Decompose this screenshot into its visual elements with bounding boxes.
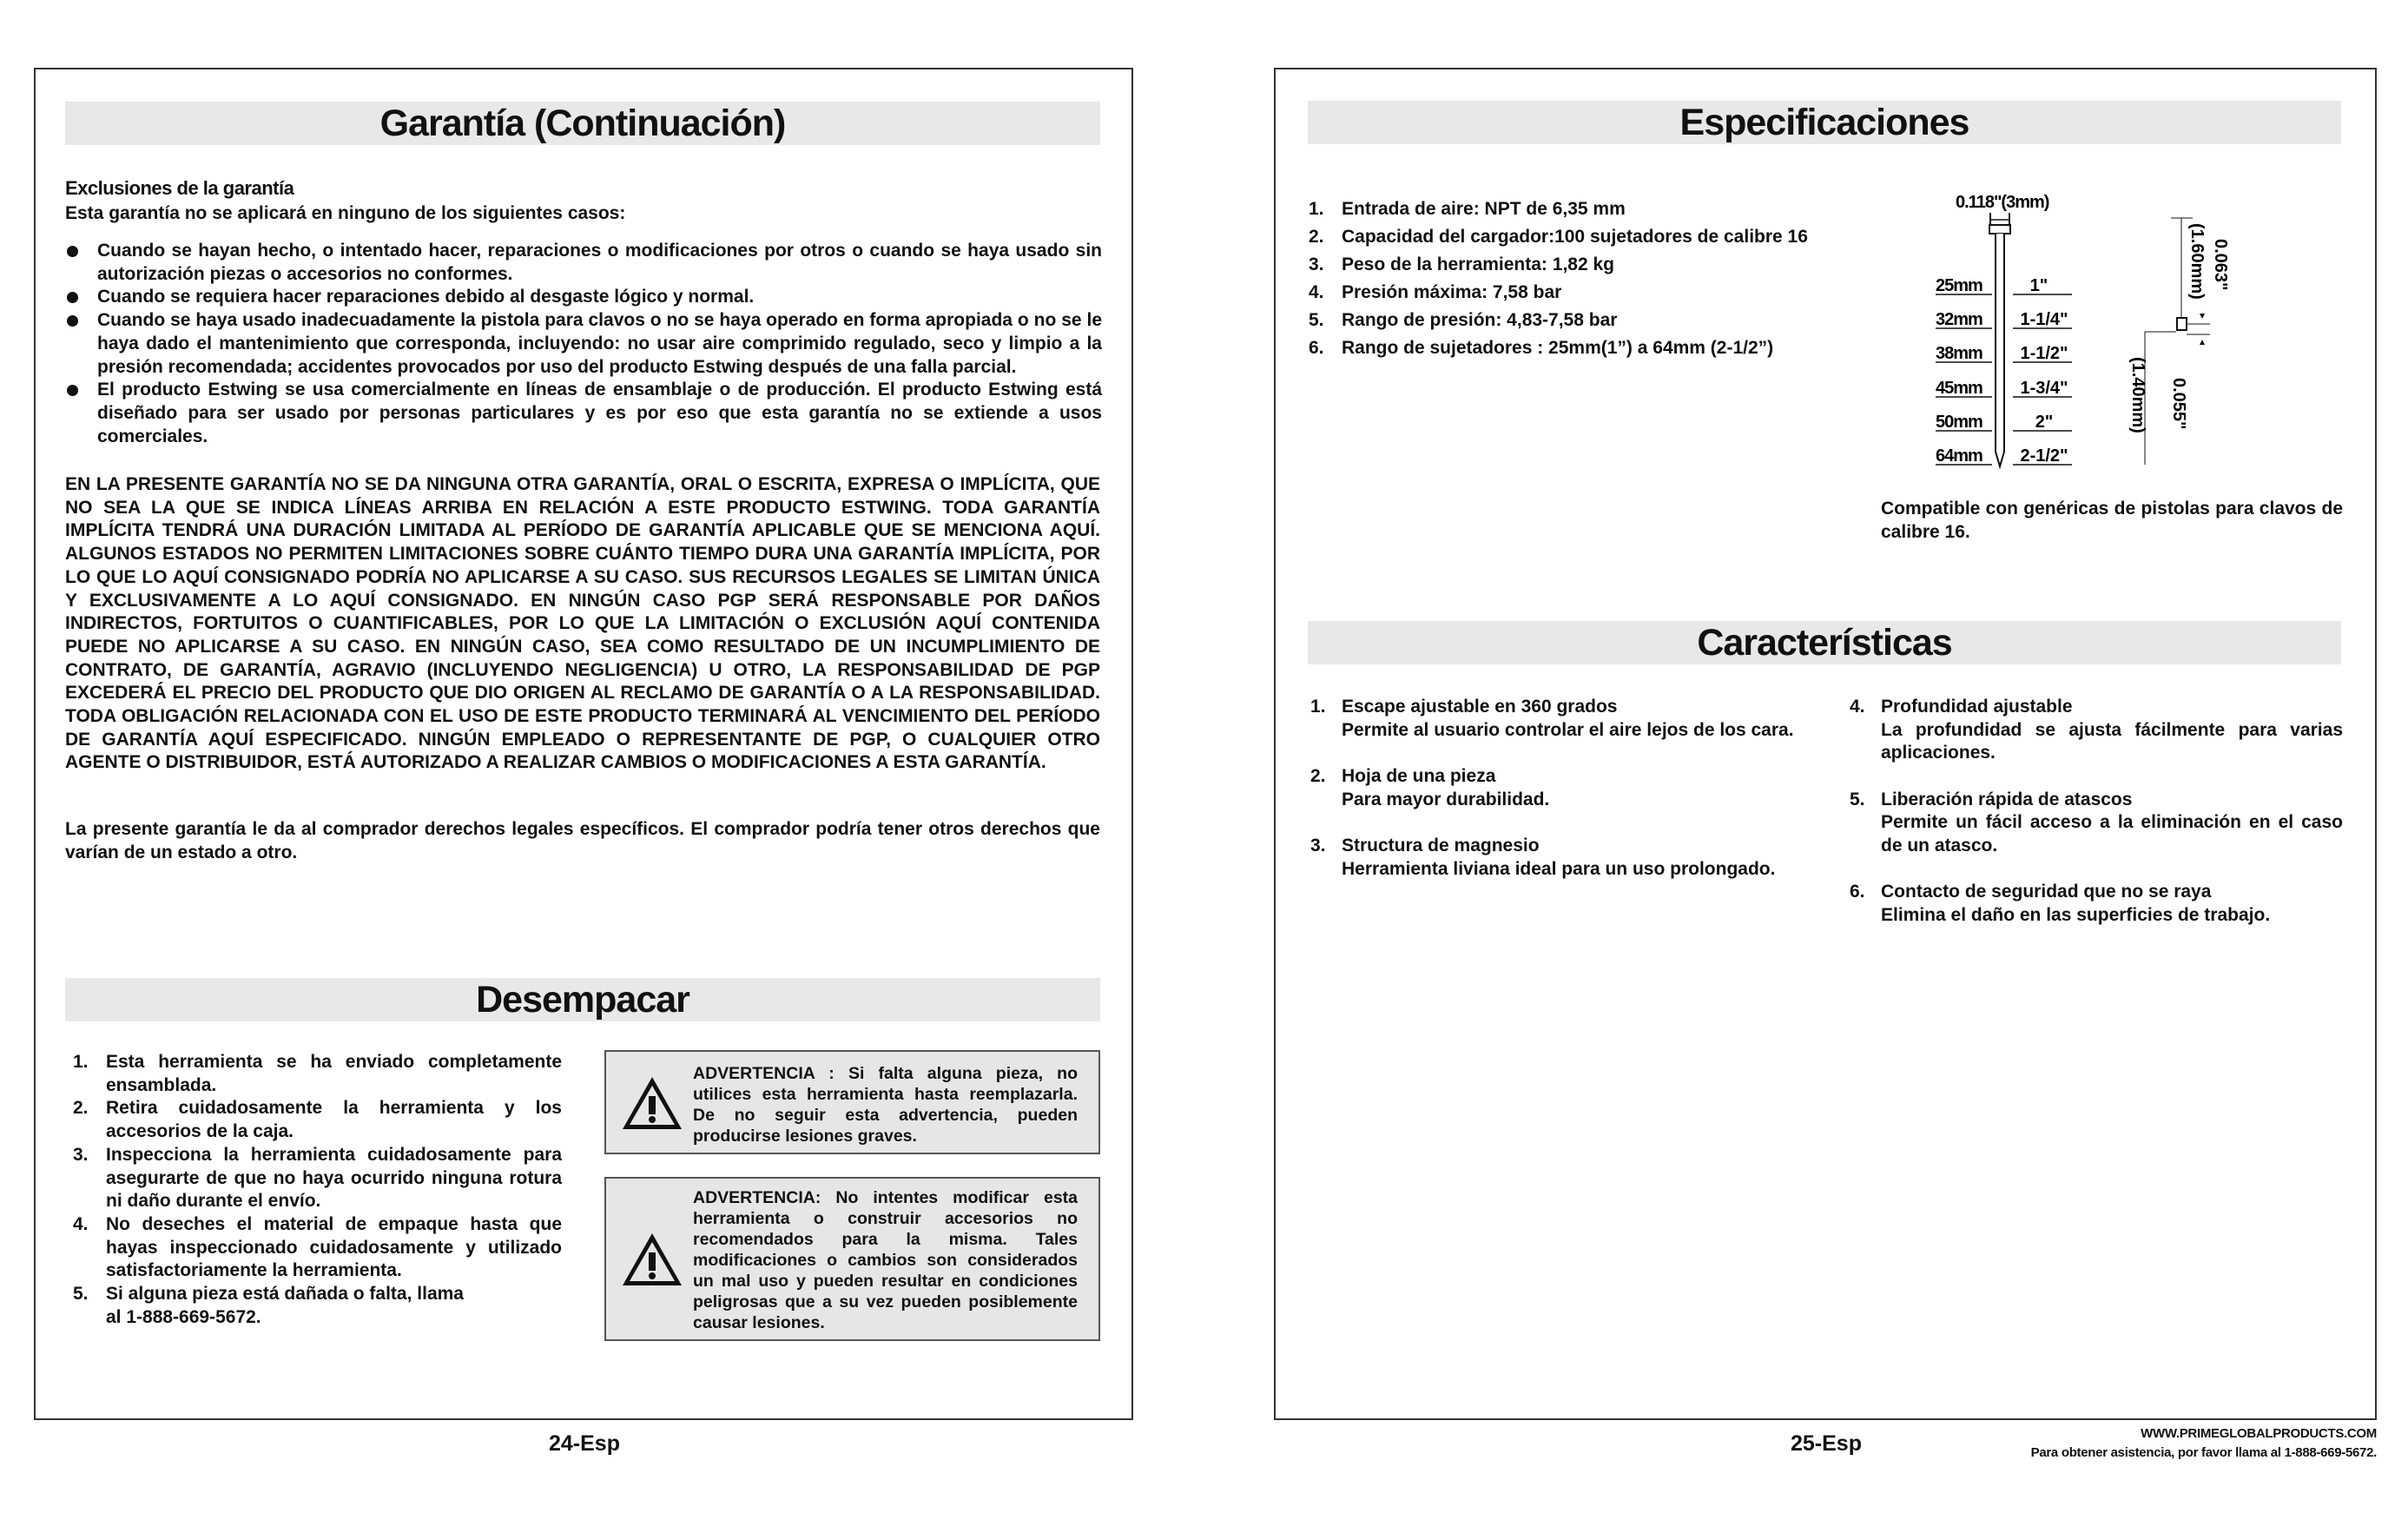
cross-depth-mm: (1.40mm)	[2128, 357, 2147, 433]
cross-width-label: 0.063"	[2211, 239, 2230, 291]
warning-icon	[620, 1074, 684, 1132]
unpack-steps	[73, 1051, 562, 1329]
page-number-left: 24-Esp	[549, 1431, 620, 1456]
list-item: 5. Si alguna pieza está dañada o falta, llama al 1-888-669-5672.	[73, 1284, 464, 1327]
list-item: 1. Esta herramienta se ha enviado completamente ensamblada.	[73, 1052, 562, 1095]
page-number-right: 25-Esp	[1791, 1431, 1862, 1456]
list-item: Cuando se hayan hecho, o intentado hacer, reparaciones o modificaciones por otros o cuando se haya usado sin autorización piezas o accesorios no conformes.	[65, 240, 1102, 286]
disclaimer: EN LA PRESENTE GARANTÍA NO SE DA NINGUNA OTRA GARANTÍA, ORAL O ESCRITA, EXPRESA O IMPLÍCITA, QUE NO SEA LA QUE SE INDICA LÍNEAS ARRIBA EN RELACIÓN A ESTE PRODUCTO ESTWING. TODA GARANTÍA IMPLÍCITA TENDRÁ UNA DURACIÓN LIMITADA AL PERÍODO DE GARANTÍA APLICABLE QUE SE MENCIONA AQUÍ. ALGUNOS ESTADOS NO PERMITEN LIMITACIONES SOBRE CUÁNTO TIEMPO DURA UNA GARANTÍA IMPLÍCITA, POR LO QUE LO AQUÍ CONSIGNADO PODRÍA NO APLICARSE A SU CASO. SUS RECURSOS LEGALES SE LIMITAN ÚNICA Y EXCLUSIVAMENTE A LO AQUÍ CONSIGNADO. EN NINGÚN CASO PGP SERÁ RESPONSABLE POR DAÑOS INDIRECTOS, FORTUITOS O CUANTIFICABLES, POR LO QUE LA LIMITACIÓN O EXCLUSIÓN AQUÍ CONTENIDA PUEDE NO APLICARSE A SU CASO. EN NINGÚN CASO, SEA COMO RESULTADO DE UN INCUMPLIMIENTO DE CONTRATO, DE GARANTÍA, AGRAVIO (INCLUYENDO NEGLIGENCIA) U OTRO, LA RESPONSABILIDAD DE PGP EXCEDERÁ EL PRECIO DEL PRODUCTO QUE DIO ORIGEN AL RECLAMO DE GARANTÍA O A LA RESPONSABILIDAD. TODA OBLIGACIÓN RELACIONADA CON EL USO DE ESTE PRODUCTO TERMINARÁ AL VENCIMIENTO DEL PERÍODO DE GARANTÍA AQUÍ ESPECIFICADO. NINGÚN EMPLEADO O REPRESENTANTE DE PGP, O CUALQUIER OTRO AGENTE O DISTRIBUIDOR, ESTÁ AUTORIZADO A REALIZAR CAMBIOS O MODIFICACIONES A ESTA GARANTÍA.	[65, 474, 1100, 773]
footer-help: Para obtener asistencia, por favor llama al 1-888-669-5672.	[2030, 1445, 2377, 1460]
size-mm-label: 50mm	[1936, 413, 1982, 432]
warning-text: ADVERTENCIA : Si falta alguna pieza, no utilices esta herramienta hasta reemplazarla. De no seguir esta advertencia, pueden producirse lesiones graves.	[693, 1064, 1078, 1146]
features-col-right	[1850, 696, 2343, 950]
nail-shank	[1996, 234, 2004, 466]
list-item: 5. Rango de presión: 4,83-7,58 bar	[1309, 310, 1618, 330]
feature-item: 2. Hoja de una pieza Para mayor durabilidad.	[1310, 766, 1550, 809]
size-in-label: 1-3/4"	[2020, 379, 2068, 398]
size-mm-label: 38mm	[1936, 344, 1982, 363]
feature-item: 3. Structura de magnesio Herramienta liviana ideal para un uso prolongado.	[1310, 836, 1776, 879]
list-item: 2. Retira cuidadosamente la herramienta y los accesorios de la caja.	[73, 1098, 562, 1142]
size-in-label: 1"	[2029, 276, 2048, 295]
list-item: 1. Entrada de aire: NPT de 6,35 mm	[1309, 199, 1626, 219]
unpack-title: Desempacar	[65, 978, 1100, 1021]
size-in-label: 2"	[2035, 413, 2054, 432]
size-mm-label: 45mm	[1936, 379, 1982, 398]
list-item: 3. Inspecciona la herramienta cuidadosamente para asegurarte de que no haya ocurrido ninguna rotura ni daño durante el envío.	[73, 1144, 562, 1212]
list-item: Cuando se haya usado inadecuadamente la pistola para clavos o no se haya operado en forma apropiada o no se le haya dado el mantenimiento que corresponda, incluyendo: no usar aire comprimido regulado, seco y limpio a la presión recomendada; accidentes provocados por uso del producto Estwing después de una falla parcial.	[65, 309, 1102, 379]
cross-depth-label: 0.055"	[2169, 378, 2188, 430]
list-item: 6. Rango de sujetadores : 25mm(1”) a 64mm (2-1/2”)	[1309, 338, 1774, 358]
specs-list	[1309, 195, 1864, 362]
size-in-label: 1-1/2"	[2020, 344, 2068, 363]
size-mm-label: 32mm	[1936, 310, 1982, 329]
features-col-left	[1310, 696, 1797, 904]
list-item: 2. Capacidad del cargador:100 sujetadores de calibre 16	[1309, 227, 1808, 247]
warning-icon	[620, 1231, 684, 1288]
feature-item: 1. Escape ajustable en 360 grados Permite al usuario controlar el aire lejos de los cara.	[1310, 697, 1794, 740]
list-item: El producto Estwing se usa comercialmente en líneas de ensamblaje o de producción. El producto Estwing está diseñado para ser usado por personas particulares y es por eso que esta garantía no se extiende a usos comerciales.	[65, 379, 1102, 448]
list-item: 4. Presión máxima: 7,58 bar	[1309, 282, 1562, 302]
warning-box-modification	[604, 1177, 1100, 1341]
footer	[2031, 1424, 2377, 1463]
cross-width-mm: (1.60mm)	[2187, 223, 2207, 300]
list-item: Cuando se requiera hacer reparaciones debido al desgaste lógico y normal.	[65, 286, 1102, 309]
compatibility-note: Compatible con genéricas de pistolas para clavos de calibre 16.	[1881, 499, 2343, 542]
cross-section	[2128, 218, 2230, 465]
nail-diagram	[1910, 187, 2275, 478]
exclusions-list	[65, 240, 1102, 448]
rights-note: La presente garantía le da al comprador derechos legales específicos. El comprador podría tener otros derechos que varían de un estado a otro.	[65, 819, 1100, 862]
features-title: Características	[1308, 621, 2341, 664]
size-in-label: 1-1/4"	[2020, 310, 2068, 329]
exclusions-intro: Esta garantía no se aplicará en ninguno de los siguientes casos:	[65, 203, 626, 223]
head-width-label: 0.118"(3mm)	[1956, 193, 2049, 212]
size-mm-label: 25mm	[1936, 276, 1982, 295]
feature-item: 6. Contacto de seguridad que no se raya Elimina el daño en las superficies de trabajo.	[1850, 882, 2271, 925]
list-item: 4. No deseches el material de empaque hasta que hayas inspeccionado cuidadosamente y utilizado satisfactoriamente la herramienta.	[73, 1213, 562, 1281]
warning-text: ADVERTENCIA: No intentes modificar esta herramienta o construir accesorios no recomendados para la misma. Tales modificaciones o cambios son considerados un mal uso y pueden resultar en condiciones peligrosas que a su vez pueden posiblemente causar lesiones.	[693, 1188, 1078, 1332]
feature-item: 5. Liberación rápida de atascos Permite un fácil acceso a la eliminación en el caso de un atasco.	[1850, 789, 2343, 856]
size-in-label: 2-1/2"	[2020, 446, 2068, 466]
warranty-title: Garantía (Continuación)	[65, 102, 1100, 145]
list-item: 3. Peso de la herramienta: 1,82 kg	[1309, 254, 1614, 274]
warning-box-missing-parts	[604, 1050, 1100, 1154]
specs-title: Especificaciones	[1308, 101, 2341, 144]
size-mm-label: 64mm	[1936, 446, 1982, 466]
exclusions-heading: Exclusiones de la garantía	[65, 177, 294, 199]
feature-item: 4. Profundidad ajustable La profundidad se ajusta fácilmente para varias aplicaciones.	[1850, 697, 2343, 763]
nail-head	[1989, 225, 2010, 234]
footer-url[interactable]: WWW.PRIMEGLOBALPRODUCTS.COM	[2141, 1426, 2377, 1441]
